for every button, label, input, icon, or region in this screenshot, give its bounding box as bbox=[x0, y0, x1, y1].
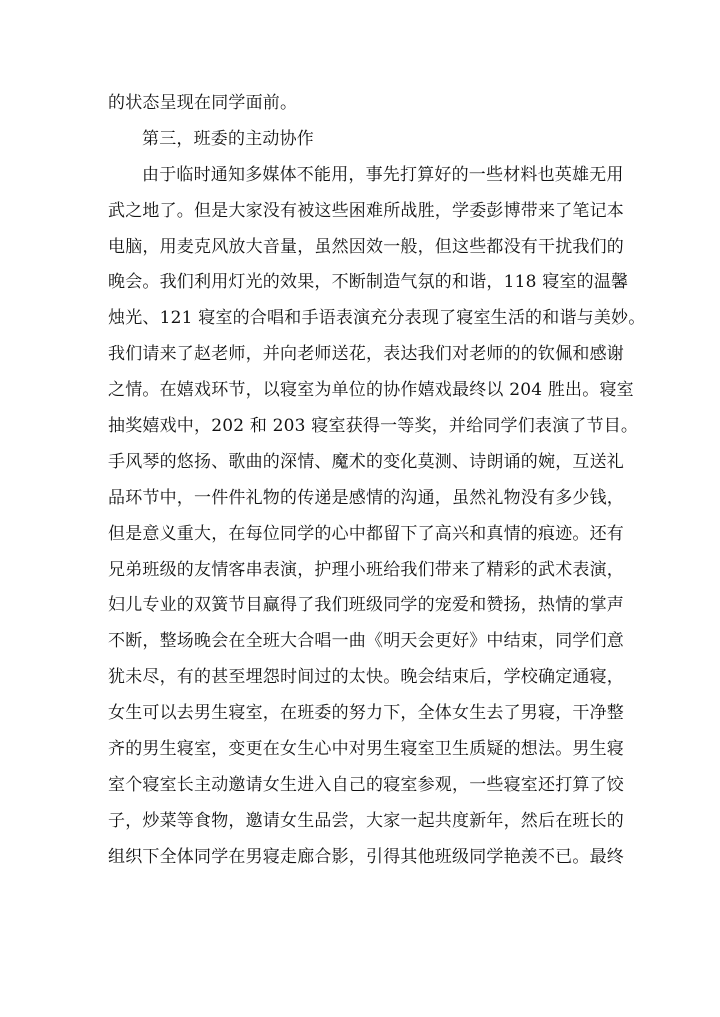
text-line: 室个寝室长主动邀请女生进入自己的寝室参观，一些寝室还打算了饺 bbox=[108, 774, 624, 795]
text-line: 之情。在嬉戏环节，以寝室为单位的协作嬉戏最终以 204 胜出。寝室 bbox=[108, 380, 634, 401]
text-line: 我们请来了赵老师，并向老师送花，表达我们对老师的的钦佩和感谢 bbox=[108, 344, 624, 365]
text-line: 的状态呈现在同学面前。 bbox=[108, 93, 298, 113]
text-line: 由于临时通知多媒体不能用，事先打算好的一些材料也英雄无用 bbox=[142, 164, 624, 185]
text-line: 烛光、121 寝室的合唱和手语表演充分表现了寝室生活的和谐与美妙。 bbox=[108, 308, 646, 329]
text-line: 齐的男生寝室，变更在女生心中对男生寝室卫生质疑的想法。男生寝 bbox=[108, 739, 624, 760]
section-heading: 第三，班委的主动协作 bbox=[142, 128, 314, 149]
text-line: 不断，整场晚会在全班大合唱一曲《明天会更好》中结束，同学们意 bbox=[108, 631, 624, 652]
text-line: 手风琴的悠扬、歌曲的深情、魔术的变化莫测、诗朗诵的婉，互送礼 bbox=[108, 451, 624, 472]
text-line: 子，炒菜等食物，邀请女生品尝，大家一起共度新年，然后在班长的 bbox=[108, 810, 624, 831]
text-line: 犹未尽，有的甚至埋怨时间过的太快。晚会结束后，学校确定通寝， bbox=[108, 667, 624, 688]
text-line: 组织下全体同学在男寝走廊合影，引得其他班级同学艳羡不已。最终 bbox=[108, 846, 624, 867]
text-line: 武之地了。但是大家没有被这些困难所战胜，学委彭博带来了笔记本 bbox=[108, 200, 624, 221]
text-line: 妇儿专业的双簧节目赢得了我们班级同学的宠爱和赞扬，热情的掌声 bbox=[108, 595, 624, 616]
text-line: 但是意义重大，在每位同学的心中都留下了高兴和真情的痕迹。还有 bbox=[108, 523, 624, 544]
text-line: 品环节中，一件件礼物的传递是感情的沟通，虽然礼物没有多少钱， bbox=[108, 487, 624, 508]
body-text bbox=[108, 86, 646, 876]
text-line: 电脑，用麦克风放大音量，虽然因效一般，但这些都没有干扰我们的 bbox=[108, 236, 624, 257]
text-line: 晚会。我们利用灯光的效果，不断制造气氛的和谐，118 寝室的温馨 bbox=[108, 272, 629, 293]
text-line: 抽奖嬉戏中，202 和 203 寝室获得一等奖，并给同学们表演了节目。 bbox=[108, 416, 639, 437]
text-line: 女生可以去男生寝室，在班委的努力下，全体女生去了男寝，干净整 bbox=[108, 703, 624, 724]
text-line: 兄弟班级的友情客串表演，护理小班给我们带来了精彩的武术表演， bbox=[108, 559, 624, 580]
